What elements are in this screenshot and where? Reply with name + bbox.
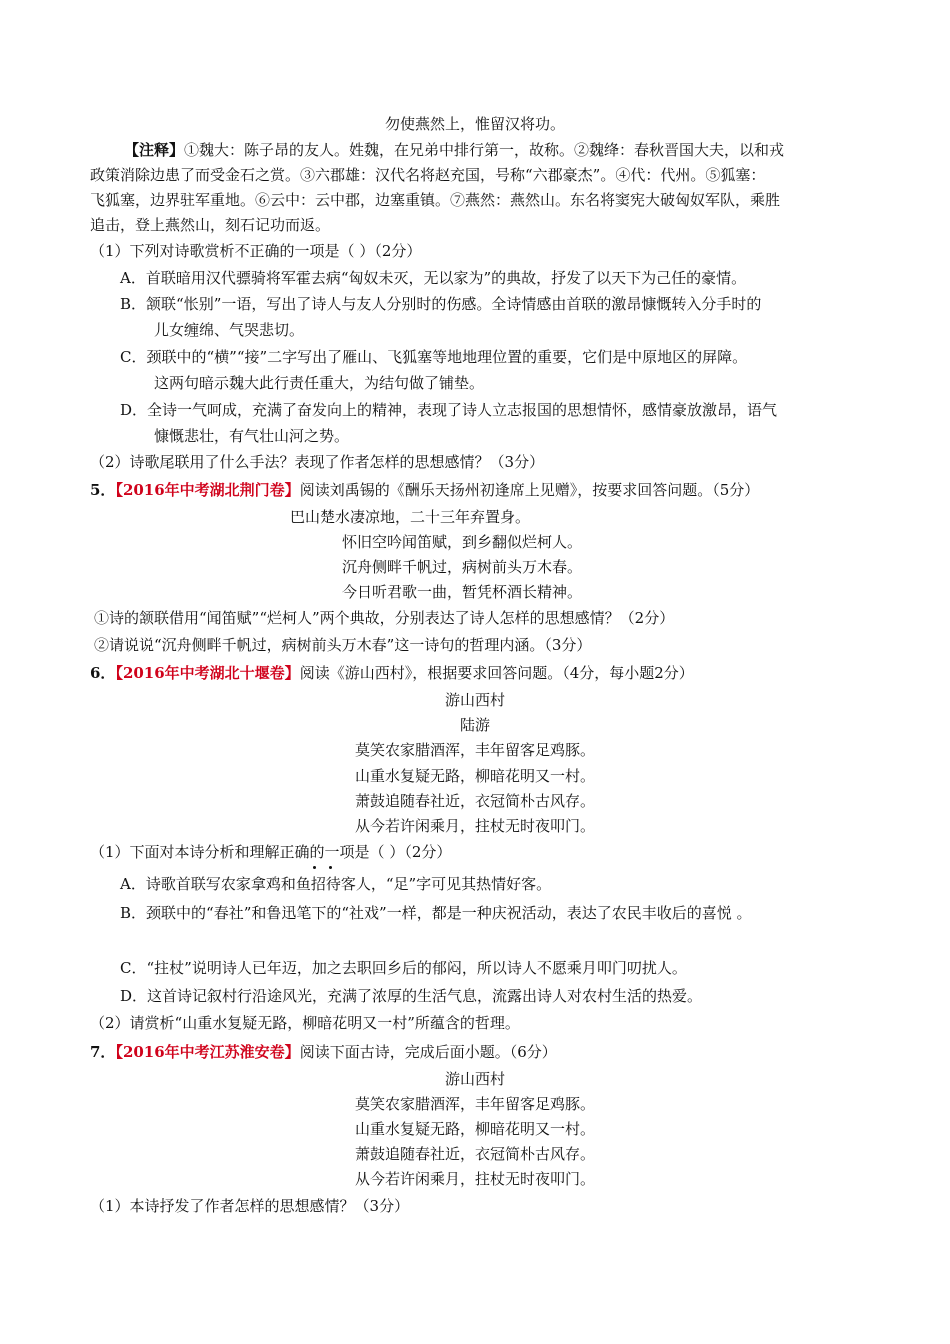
poem-line: 莫笑农家腊酒浑，丰年留客足鸡豚。 [354,741,595,759]
annotation-line: 政策消除边患了而受金石之赏。③六郡雄：汉代名将赵充国，号称“六郡豪杰”。④代：代州。⑤狐塞： [90,166,766,184]
option-b: B．颔联“怅别”一语，写出了诗人与友人分别时的伤感。全诗情感由首联的激昂慷慨转入分手时的 [120,295,762,313]
option-c: C．“拄杖”说明诗人已年迈，加之去职回乡后的郁闷，所以诗人不愿乘月叩门叨扰人。 [120,959,687,977]
sub-question: （2）诗歌尾联用了什么手法？表现了作者怎样的思想感情？（3分） [90,453,545,471]
poem-author: 陆游 [459,716,490,734]
question-6 [90,663,694,683]
option-d-cont: 慷慨悲壮，有气壮山河之势。 [154,427,350,445]
poem-line: 从今若许闲乘月，拄杖无时夜叩门。 [354,817,595,835]
option-c-cont: 这两句暗示魏大此行责任重大，为结句做了铺垫。 [154,374,485,392]
emphasis-dot [313,866,316,869]
poem-line: 怀旧空吟闻笛赋，到乡翻似烂柯人。 [342,533,583,551]
question-prompt: 阅读下面古诗，完成后面小题。（6分） [299,1043,557,1061]
question-number: 7． [90,1043,116,1061]
question-number: 6． [90,664,116,682]
sub-question: ②请说说“沉舟侧畔千帆过，病树前头万木春”这一诗句的哲理内涵。（3分） [94,636,592,654]
option-b-cont: 儿女缠绵、气哭悲切。 [154,321,305,339]
annotation-line: 飞狐塞，边界驻军重地。⑥云中：云中郡，边塞重镇。⑦燕然：燕然山。东名将窦宪大破匈奴军队，乘胜 [90,191,781,209]
annotation-line: 【注释】①魏大：陈子昂的友人。姓魏，在兄弟中排行第一，故称。②魏绛：春秋晋国大夫，以和戎 [124,141,785,159]
poem-line: 勿使燕然上，惟留汉将功。 [384,115,565,133]
poem-title: 游山西村 [444,691,505,709]
question-prompt: 阅读刘禹锡的《酬乐天扬州初逢席上见赠》，按要求回答问题。（5分） [299,481,760,499]
question-prompt: 阅读《游山西村》，根据要求回答问题。（4分，每小题2分） [299,664,694,682]
sub-question: （1）下列对诗歌赏析不正确的一项是（ ）（2分） [90,242,422,260]
question-source: 【2016年中考江苏淮安卷】 [115,1043,300,1061]
question-source: 【2016年中考湖北荆门卷】 [115,481,300,499]
option-a: A．诗歌首联写农家拿鸡和鱼招待客人，“足”字可见其热情好客。 [120,875,552,893]
option-d: D．这首诗记叙村行沿途风光，充满了浓厚的生活气息，流露出诗人对农村生活的热爱。 [120,987,703,1005]
question-number: 5． [90,481,116,499]
option-a: A．首联暗用汉代骠骑将军霍去病“匈奴未灭，无以家为”的典故，抒发了以天下为己任的豪情。 [120,269,747,287]
poem-line: 莫笑农家腊酒浑，丰年留客足鸡豚。 [354,1095,595,1113]
question-7 [90,1042,557,1062]
annotation-line: 追击，登上燕然山，刻石记功而返。 [90,216,331,234]
poem-line: 萧鼓追随春社近，衣冠简朴古风存。 [354,1145,595,1163]
option-d: D．全诗一气呵成，充满了奋发向上的精神，表现了诗人立志报国的思想情怀，感情豪放激昂，语气 [120,401,778,419]
option-b: B．颈联中的“春社”和鲁迅笔下的“社戏”一样，都是一种庆祝活动，表达了农民丰收后的喜悦 。 [120,904,752,922]
poem-line: 萧鼓追随春社近，衣冠简朴古风存。 [354,792,595,810]
sub-question: （1）本诗抒发了作者怎样的思想感情？（3分） [90,1197,410,1215]
poem-line: 山重水复疑无路，柳暗花明又一村。 [354,767,595,785]
sub-question: （2）请赏析“山重水复疑无路，柳暗花明又一村”所蕴含的哲理。 [90,1014,520,1032]
option-c: C．颈联中的“横”“接”二字写出了雁山、飞狐塞等地地理位置的重要，它们是中原地区的屏障。 [120,348,748,366]
sub-question: （1）下面对本诗分析和理解正确的一项是（ ）（2分） [90,843,452,861]
poem-line: 今日听君歌一曲，暂凭杯酒长精神。 [342,583,583,601]
poem-line: 山重水复疑无路，柳暗花明又一村。 [354,1120,595,1138]
annotation-label: 【注释】 [124,141,185,159]
poem-title: 游山西村 [444,1070,505,1088]
emphasis-dot [329,866,332,869]
question-source: 【2016年中考湖北十堰卷】 [115,664,300,682]
poem-line: 沉舟侧畔千帆过，病树前头万木春。 [342,558,583,576]
poem-line: 从今若许闲乘月，拄杖无时夜叩门。 [354,1170,595,1188]
sub-question: ①诗的颔联借用“闻笛赋”“烂柯人”两个典故，分别表达了诗人怎样的思想感情？（2分） [94,609,675,627]
poem-line: 巴山楚水凄凉地，二十三年弃置身。 [290,508,531,526]
question-5 [90,480,759,500]
